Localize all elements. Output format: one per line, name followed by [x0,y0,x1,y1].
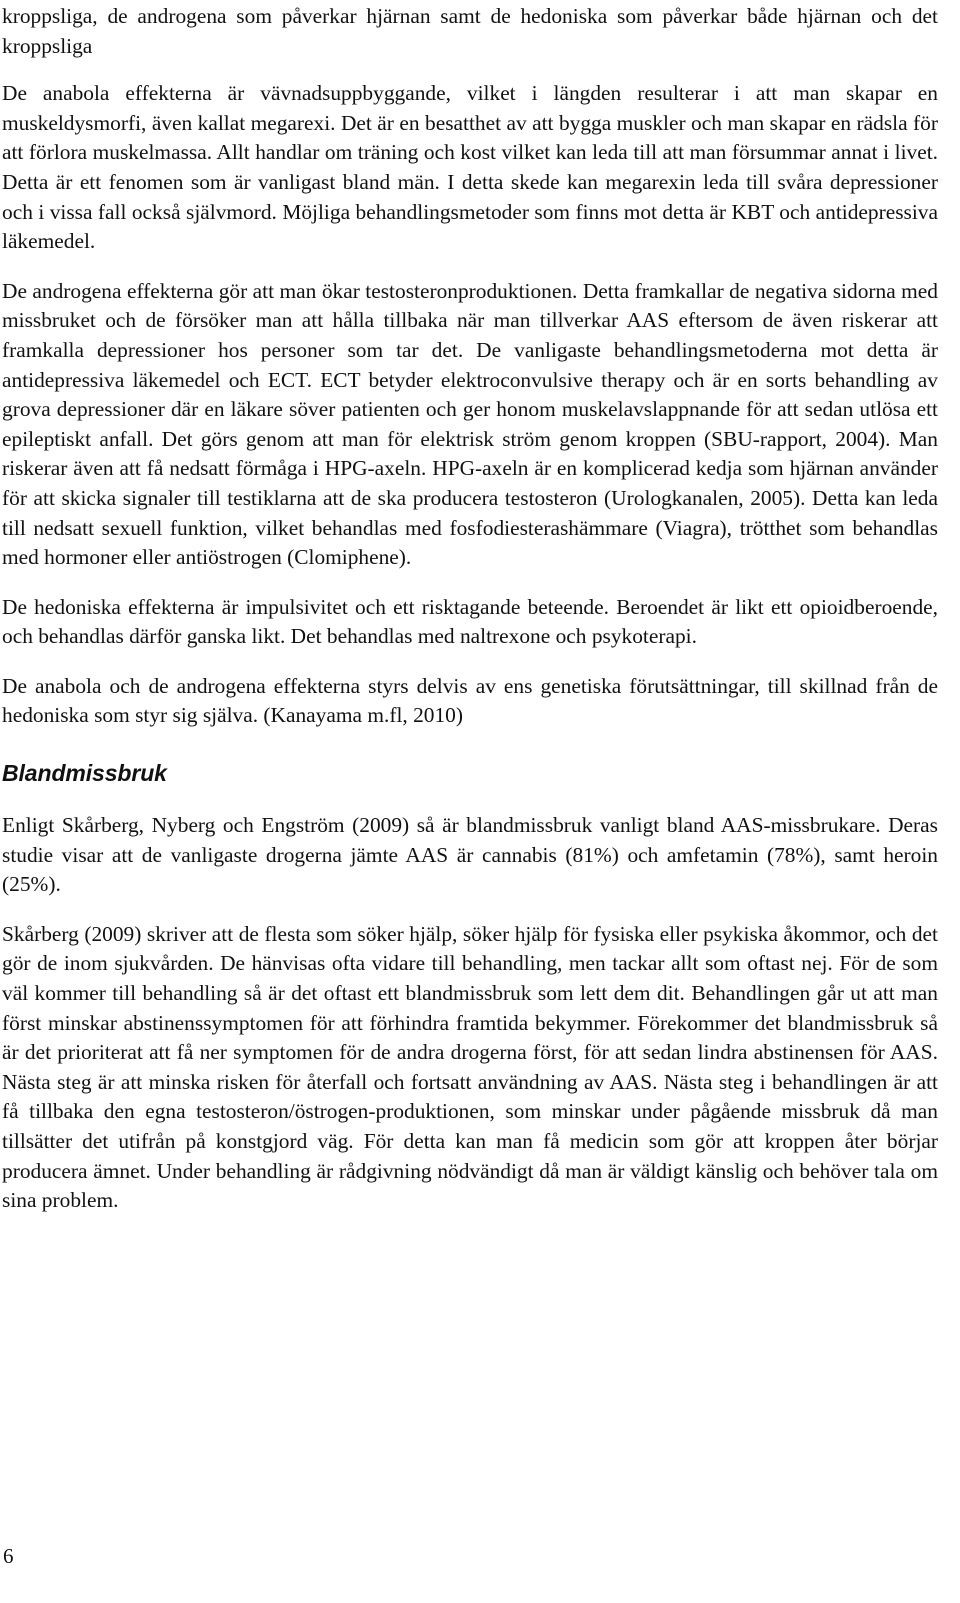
paragraph-hedonic-effects: De hedoniska effekterna är impulsivitet och ett risktagande beteende. Beroendet är likt ett opioidberoende, och behandlas därför ganska likt. Det behandlas med naltrexone och psykoterapi. [2,594,938,649]
paragraph-treatment-process: Skårberg (2009) skriver att de flesta som söker hjälp, söker hjälp för fysiska eller psykiska åkommor, och det gör de inom sjukvården. De hänvisas ofta vidare till behandling, men tackar allt som oftast nej. För de som väl kommer till behandling så är det oftast ett blandmissbruk som lett dem dit. Behandlingen går ut att man först minskar abstinenssymptomen för att förhindra framtida bekymmer. Förekommer det blandmissbruk så är det prioriterat att få ner symptomen för de andra drogerna först, för att sedan lindra abstinensen för AAS. Nästa steg är att minska risken för återfall och fortsatt användning av AAS. Nästa steg i behandlingen är att få tillbaka den egna testosteron/östrogen-produktionen, som minskar under pågående missbruk då man tillsätter det utifrån på konstgjord väg. För detta kan man få medicin som gör att kroppen åter börjar producera ämnet. Under behandling är rådgivning nödvändigt då man är väldigt känslig och behöver tala om sina problem. [2,921,938,1213]
paragraph-effects-summary: kroppsliga, de androgena som påverkar hjärnan samt de hedoniska som påverkar både hjärnan och det kroppsliga [2,4,938,58]
paragraph-anabolic-effects: De anabola effekterna är vävnadsuppbyggande, vilket i längden resulterar i att man skapar en muskeldysmorfi, även kallat megarexi. Det är en besatthet av att bygga muskler och man skapar en rädsla för att förlora muskelmassa. Allt handlar om träning och kost vilket kan leda till att man försummar annat i livet. Detta är ett fenomen som är vanligast bland män. I detta skede kan megarexin leda till svåra depressioner och i vissa fall också självmord. Möjliga behandlingsmetoder som finns mot detta är KBT och antidepressiva läkemedel. [2,81,938,254]
paragraph-mixed-abuse-study: Enligt Skårberg, Nyberg och Engström (2009) så är blandmissbruk vanligt bland AAS-missbrukare. Deras studie visar att de vanligaste drogerna jämte AAS är cannabis (81%) och amfetamin (78%), samt heroin (25%). [2,813,938,897]
document-content [2,0,938,1216]
section-heading-blandmissbruk: Blandmissbruk [2,760,167,787]
paragraph-androgenic-effects: De androgena effekterna gör att man ökar testosteronproduktionen. Detta framkallar de negativa sidorna med missbruket och de försöker man att hålla tillbaka när man tillverkar AAS eftersom de även riskerar att framkalla depressioner hos personer som tar det. De vanligaste behandlingsmetoderna mot detta är antidepressiva läkemedel och ECT. ECT betyder elektroconvulsive therapy och är en sorts behandling av grova depressioner där en läkare söver patienten och ger honom muskelavslappnande för att sedan utlösa ett epileptiskt anfall. Det görs genom att man för elektrisk ström genom kroppen (SBU-rapport, 2004). Man riskerar även att få nedsatt förmåga i HPG-axeln. HPG-axeln är en komplicerad kedja som hjärnan använder för att skicka signaler till testiklarna att de ska producera testosteron (Urologkanalen, 2005). Detta kan leda till nedsatt sexuell funktion, vilket behandlas med fosfodiesterashämmare (Viagra), trötthet som behandlas med hormoner eller antiöstrogen (Clomiphene). [2,278,938,570]
paragraph-genetic-conditions: De anabola och de androgena effekterna styrs delvis av ens genetiska förutsättningar, till skillnad från de hedoniska som styr sig själva. (Kanayama m.fl, 2010) [2,673,938,728]
page-number: 6 [3,1544,14,1568]
